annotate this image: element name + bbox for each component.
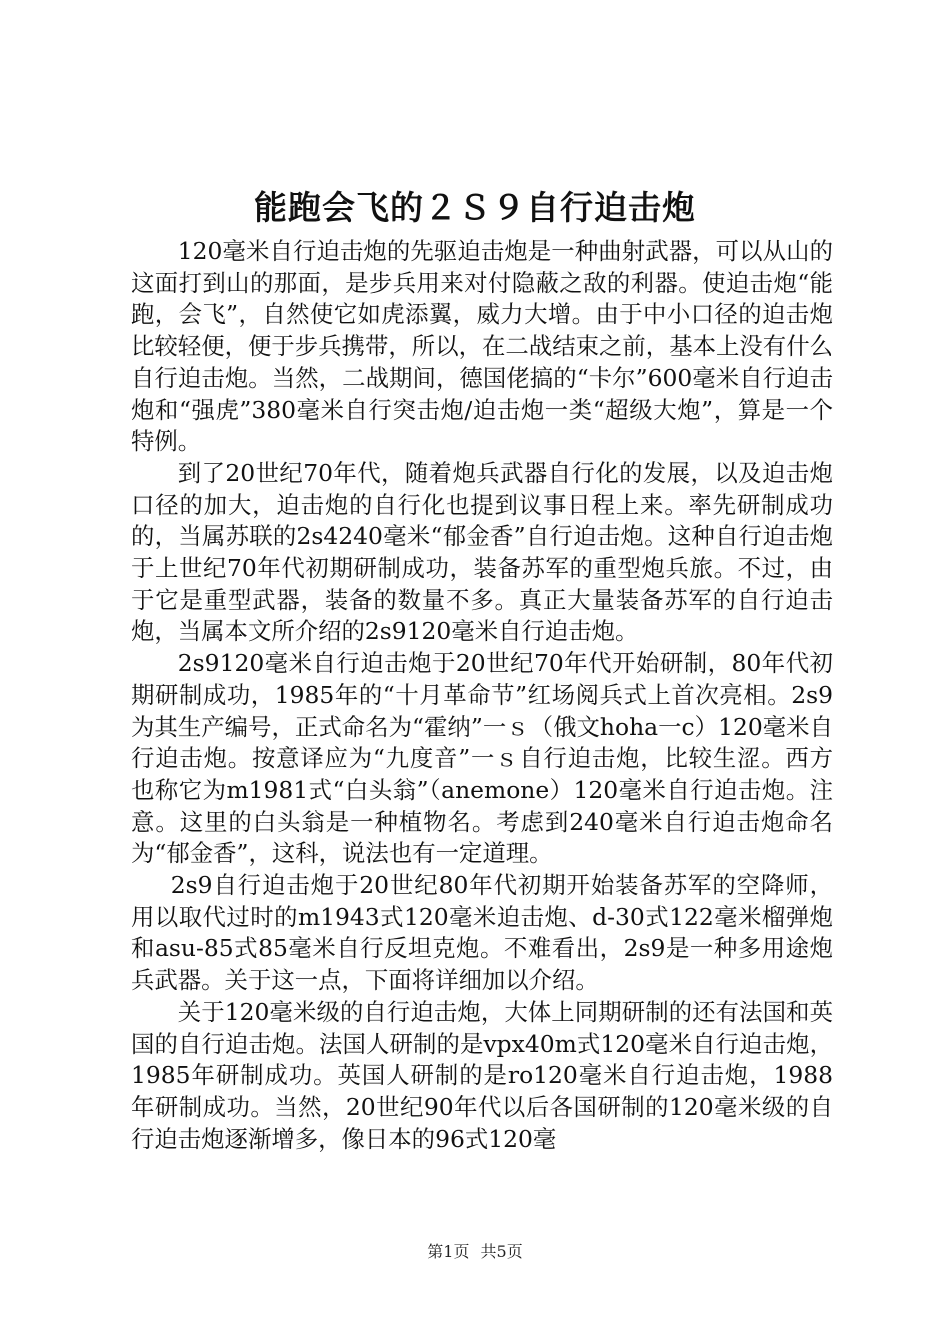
paragraph-1: 120毫米自行迫击炮的先驱迫击炮是一种曲射武器，可以从山的这面打到山的那面，是步兵用来对付隐蔽之敌的利器。使迫击炮“能跑，会飞”，自然使它如虎添翼，威力大增。由于中小口径的迫击炮比较轻便，便于步兵携带，所以，在二战结束之前，基本上没有什么自行迫击炮。当然，二战期间，德国佬搞的“卡尔”600毫米自行迫击炮和“强虎”380毫米自行突击炮/迫击炮一类“超级大炮”，算是一个特例。 <box>131 237 833 456</box>
document-body <box>131 236 833 1155</box>
paragraph-2: 到了20世纪70年代，随着炮兵武器自行化的发展，以及迫击炮口径的加大，迫击炮的自行化也提到议事日程上来。率先研制成功的，当属苏联的2s4240毫米“郁金香”自行迫击炮。这种自行迫击炮于上世纪70年代初期研制成功，装备苏军的重型炮兵旅。不过，由于它是重型武器，装备的数量不多。真正大量装备苏军的自行迫击炮，当属本文所介绍的2s9120毫米自行迫击炮。 <box>131 458 833 646</box>
page-number: 第1页 <box>427 1242 470 1261</box>
page-total: 共5页 <box>480 1242 523 1261</box>
paragraph-4: 2s9自行迫击炮于20世纪80年代初期开始装备苏军的空降师，用以取代过时的m1943式120毫米迫击炮、d-30式122毫米榴弹炮和asu-85式85毫米自行反坦克炮。不难看出，2s9是一种多用途炮兵武器。关于这一点，下面将详细加以介绍。 <box>131 871 833 995</box>
document-title: 能跑会飞的２Ｓ９自行迫击炮 <box>254 188 696 227</box>
paragraph-3: 2s9120毫米自行迫击炮于20世纪70年代开始研制，80年代初期研制成功，1985年的“十月革命节”红场阅兵式上首次亮相。2s9为其生产编号，正式命名为“霍纳”一ｓ（俄文hoha一c）120毫米自行迫击炮。按意译应为“九度音”一ｓ自行迫击炮，比较生涩。西方也称它为m1981式“白头翁”（anemone）120毫米自行迫击炮。注意。这里的白头翁是一种植物名。考虑到240毫米自行迫击炮命名为“郁金香”，这科，说法也有一定道理。 <box>131 649 833 868</box>
page-footer <box>0 1240 950 1264</box>
paragraph-5: 关于120毫米级的自行迫击炮，大体上同期研制的还有法国和英国的自行迫击炮。法国人研制的是vpx40m式120毫米自行迫击炮，1985年研制成功。英国人研制的是ro120毫米自行迫击炮，1988年研制成功。当然，20世纪90年代以后各国研制的120毫米级的自行迫击炮逐渐增多，像日本的96式120毫 <box>131 997 833 1153</box>
